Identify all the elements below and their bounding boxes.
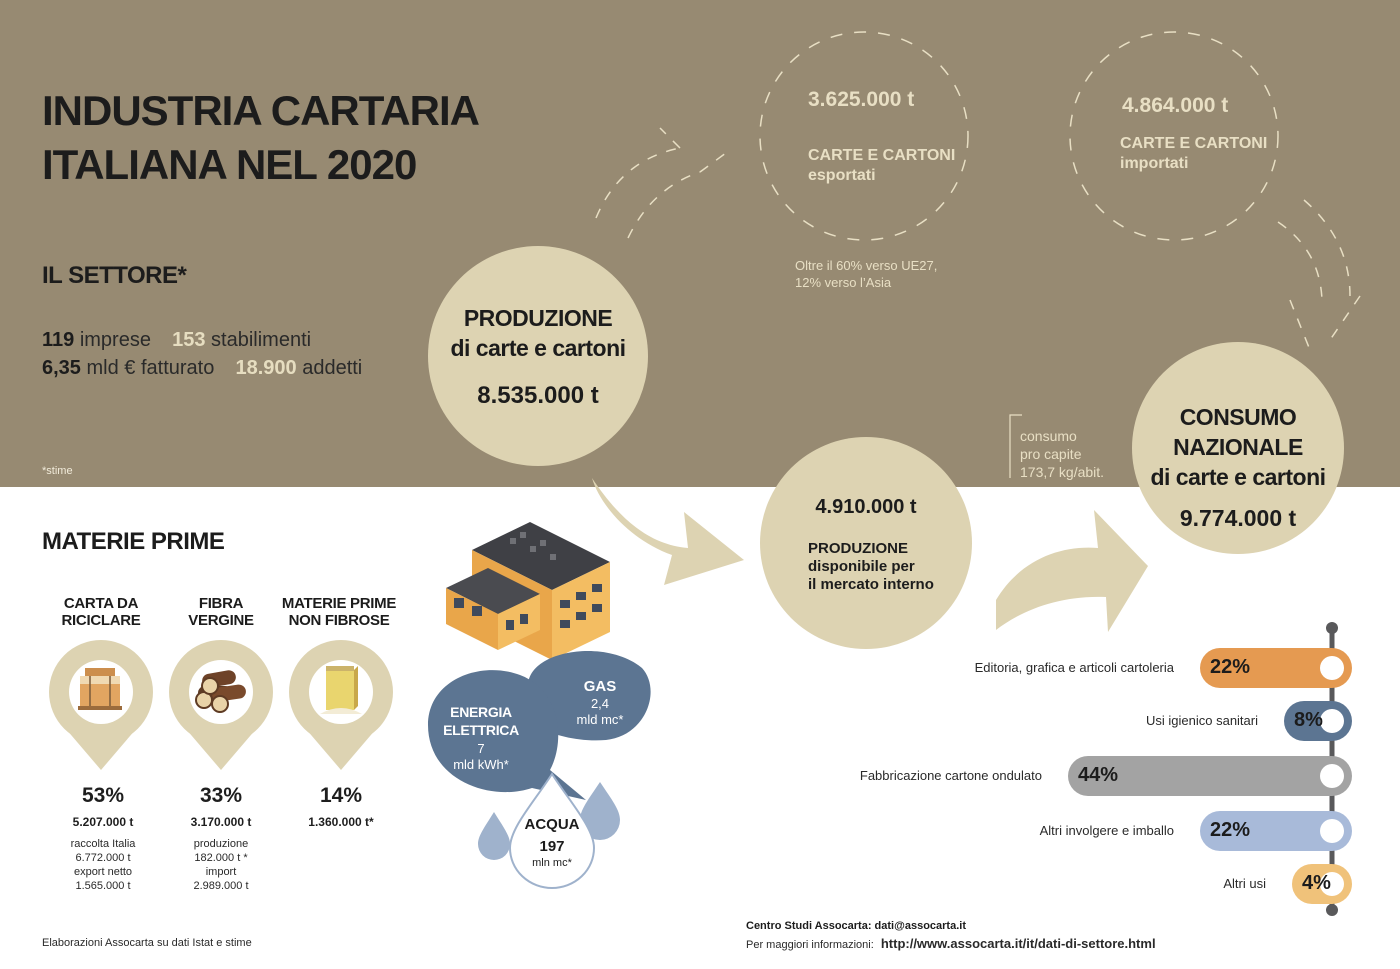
usi-bar-knob xyxy=(1320,709,1344,733)
gas-unit: mld mc* xyxy=(576,712,624,727)
materia-2-detail-line: 182.000 t * xyxy=(194,852,248,864)
usi-bar-knob xyxy=(1320,764,1344,788)
gas-value: 2,4 xyxy=(590,696,610,711)
import-dashed-arrow xyxy=(1278,200,1360,350)
materie-pins xyxy=(0,630,420,780)
export-note xyxy=(795,257,937,291)
import-label-1: CARTE E CARTONI xyxy=(1120,135,1268,152)
fatturato-label: mld € fatturato xyxy=(86,357,215,379)
disponibile-label-2: disponibile per xyxy=(808,558,915,575)
usi-pct: 22% xyxy=(1210,819,1251,841)
disponibile-label-1: PRODUZIONE xyxy=(808,540,909,557)
produzione-label-2: di carte e cartoni xyxy=(450,335,626,361)
materia-2-detail-line: produzione xyxy=(193,838,249,850)
usi-pct: 44% xyxy=(1078,764,1119,786)
pin-materie-non-fibrose xyxy=(289,640,393,770)
materia-2-pct: 33% xyxy=(199,784,243,807)
export-label xyxy=(808,146,955,186)
materia-1-head-2: RICICLARE xyxy=(61,612,141,629)
disponibile-label-3: il mercato interno xyxy=(808,576,934,593)
materia-1-heading xyxy=(36,595,166,629)
disponibile-value: 4.910.000 t xyxy=(815,496,917,518)
materia-3-value: 1.360.000 t* xyxy=(308,815,374,829)
consumo-label-2: NAZIONALE xyxy=(1173,434,1303,460)
export-note-1: Oltre il 60% verso UE27, xyxy=(795,258,938,273)
contact-line: Centro Studi Assocarta: dati@assocarta.it xyxy=(746,920,966,932)
pin-carta-da-riciclare xyxy=(49,640,153,770)
procapite-line-2: pro capite xyxy=(1020,446,1082,462)
settore-heading: IL SETTORE* xyxy=(42,262,187,289)
usi-bar-knob xyxy=(1320,656,1344,680)
consumo-label xyxy=(1124,402,1352,492)
addetti-value: 18.900 xyxy=(235,357,297,379)
imprese-value: 119 xyxy=(42,329,75,351)
export-note-2: 12% verso l’Asia xyxy=(795,275,892,290)
stabilimenti-label: stabilimenti xyxy=(211,329,312,351)
procapite-line-1: consumo xyxy=(1020,428,1077,444)
materia-2-heading xyxy=(156,595,286,629)
usi-label: Editoria, grafica e articoli cartoleria xyxy=(974,660,1174,675)
materie-heading: MATERIE PRIME xyxy=(42,528,225,555)
energia-value-number: 7 xyxy=(477,741,485,756)
usi-label: Usi igienico sanitari xyxy=(1146,713,1258,728)
energia-label xyxy=(426,703,536,739)
produzione-label xyxy=(428,303,648,363)
energia-label-2: ELETTRICA xyxy=(443,722,519,738)
disponibile-label xyxy=(808,540,968,594)
materia-1-head-1: CARTA DA xyxy=(63,595,139,612)
water-drop-small-left xyxy=(478,812,510,860)
materia-1-detail-line: raccolta Italia xyxy=(70,838,136,850)
materia-2-detail-line: 2.989.000 t xyxy=(193,880,249,892)
stime-footnote: *stime xyxy=(42,465,73,477)
info-url-link[interactable]: http://www.assocarta.it/it/dati-di-settore.html xyxy=(880,936,1156,951)
materia-1-detail xyxy=(38,837,168,893)
usi-pct: 22% xyxy=(1210,656,1251,678)
materia-2-head-1: FIBRA xyxy=(198,595,244,612)
arrow-disponibile-to-consumo xyxy=(996,510,1148,632)
consumo-label-1: CONSUMO xyxy=(1179,404,1297,430)
materia-1-detail-line: export netto xyxy=(73,866,133,878)
materia-2-head-2: VERGINE xyxy=(188,612,254,629)
energia-label-1: ENERGIA xyxy=(450,704,512,720)
materia-2-value: 3.170.000 t xyxy=(190,815,252,829)
acqua-label: ACQUA xyxy=(524,816,580,833)
export-label-1: CARTE E CARTONI xyxy=(808,147,956,164)
consumo-value: 9.774.000 t xyxy=(1179,505,1297,531)
materia-2-detail xyxy=(156,837,286,893)
energia-value xyxy=(426,741,536,773)
materia-1-value: 5.207.000 t xyxy=(72,815,134,829)
materia-2-detail-line: import xyxy=(205,866,237,878)
acqua-unit: mln mc* xyxy=(532,857,572,869)
addetti-label: addetti xyxy=(302,357,363,379)
usi-pct: 4% xyxy=(1302,872,1331,894)
gas-label-block xyxy=(566,678,634,728)
imprese-label: imprese xyxy=(79,329,151,351)
gas-label: GAS xyxy=(583,678,617,695)
usi-bar-knob xyxy=(1320,819,1344,843)
import-label xyxy=(1120,134,1267,174)
fatturato-value: 6,35 xyxy=(42,357,81,379)
export-label-2: esportati xyxy=(808,167,876,184)
materia-3-head-2: NON FIBROSE xyxy=(288,612,390,629)
usi-label: Altri usi xyxy=(1223,876,1266,891)
factory-icon xyxy=(446,522,610,660)
materia-3-pct: 14% xyxy=(319,784,363,807)
materia-3-head-1: MATERIE PRIME xyxy=(281,595,397,612)
info-label: Per maggiori informazioni: xyxy=(746,939,874,951)
materia-1-detail-line: 6.772.000 t xyxy=(75,852,131,864)
info-line xyxy=(746,936,1156,951)
produzione-value: 8.535.000 t xyxy=(477,382,599,409)
acqua-value: 197 xyxy=(539,838,565,855)
procapite-note xyxy=(1020,427,1104,481)
import-label-2: importati xyxy=(1120,155,1189,172)
mineral-bag-icon xyxy=(320,666,362,714)
usi-pct: 8% xyxy=(1294,709,1323,731)
consumo-label-3: di carte e cartoni xyxy=(1150,464,1326,490)
materia-3-heading xyxy=(274,595,404,629)
produzione-label-1: PRODUZIONE xyxy=(463,305,613,331)
export-dashed-arrow xyxy=(596,128,730,238)
export-value: 3.625.000 t xyxy=(808,88,915,111)
procapite-line-3: 173,7 kg/abit. xyxy=(1020,464,1105,480)
energia-value-unit: mld kWh* xyxy=(453,757,509,772)
export-dashed-circle xyxy=(760,32,968,240)
source-note: Elaborazioni Assocarta su dati Istat e stime xyxy=(42,937,252,949)
title-line-2: ITALIANA NEL 2020 xyxy=(42,141,417,188)
title-line-1: INDUSTRIA CARTARIA xyxy=(42,87,479,134)
acqua-label-block xyxy=(514,815,590,870)
import-value: 4.864.000 t xyxy=(1122,94,1229,117)
materia-1-pct: 53% xyxy=(81,784,125,807)
pin-fibra-vergine xyxy=(169,640,273,770)
materia-1-detail-line: 1.565.000 t xyxy=(75,880,131,892)
stabilimenti-value: 153 xyxy=(172,329,206,351)
usi-label: Altri involgere e imballo xyxy=(1039,823,1174,838)
usi-label: Fabbricazione cartone ondulato xyxy=(859,768,1042,783)
